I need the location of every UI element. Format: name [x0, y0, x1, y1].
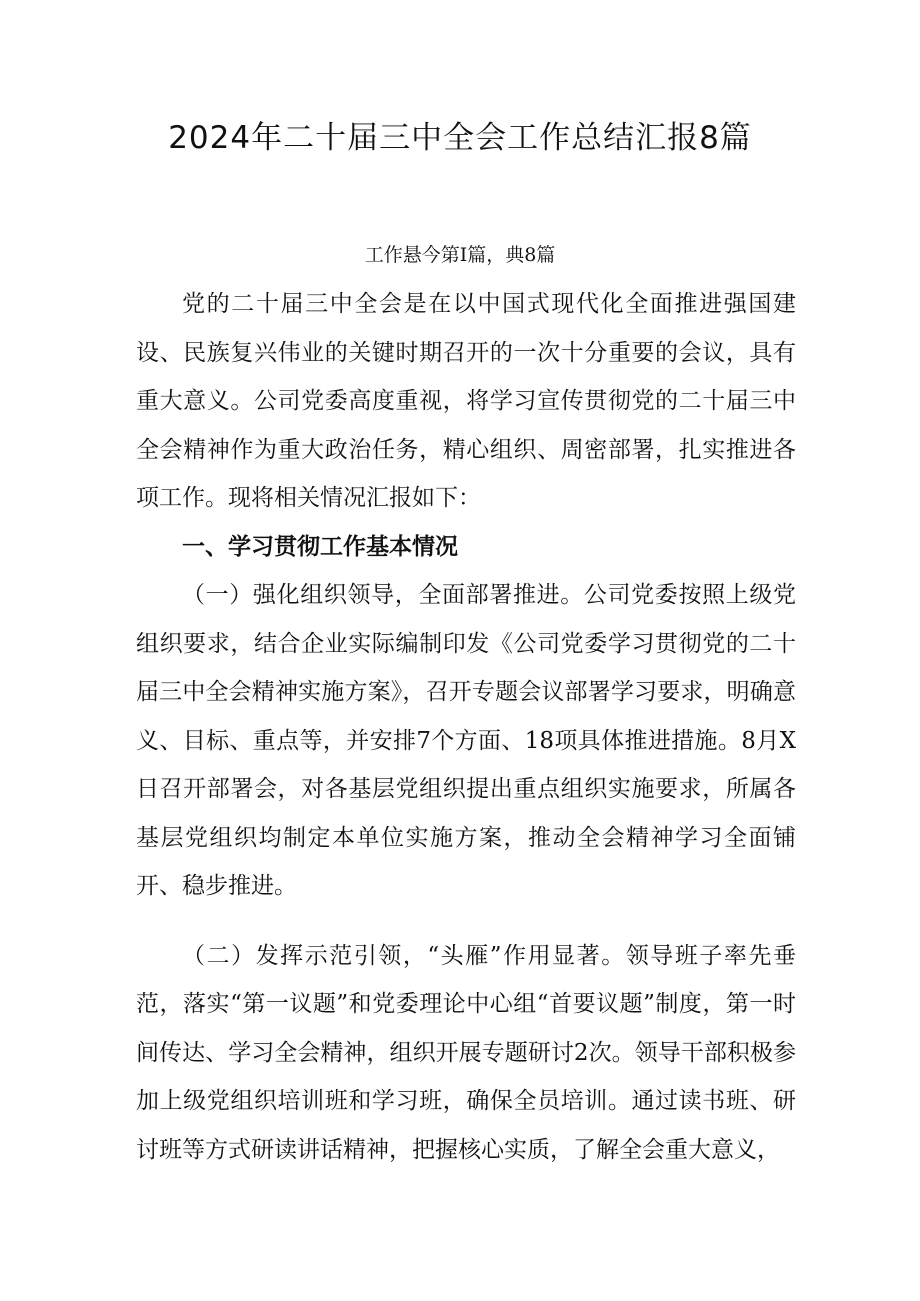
intro-paragraph: 党的二十届三中全会是在以中国式现代化全面推进强国建设、民族复兴伟业的关键时期召开的一次十分重要的会议，具有重大意义。公司党委高度重视，将学习宣传贯彻党的二十届三中全会精神作为重大政治任务，精心组织、周密部署，扎实推进各项工作。现将相关情况汇报如下： [136, 291, 796, 511]
section-heading: 一、学习贯彻工作基本情况 [182, 533, 458, 560]
document-body [136, 280, 796, 1174]
document-title: 2024年二十届三中全会工作总结汇报8篇 [168, 120, 752, 156]
paragraph-gap [136, 911, 796, 932]
item-paragraph-1: （一）强化组织领导，全面部署推进。公司党委按照上级党组织要求，结合企业实际编制印发《公司党委学习贯彻党的二十届三中全会精神实施方案》，召开专题会议部署学习要求，明确意义、目标、重点等，并安排7个方面、18项具体推进措施。8月X日召开部署会，对各基层党组织提出重点组织实施要求，所属各基层党组织均制定本单位实施方案，推动全会精神学习全面铺开、稳步推进。 [136, 582, 796, 899]
item-paragraph-2: （二）发挥示范引领，“头雁”作用显著。领导班子率先垂范，落实“第一议题”和党委理论中心组“首要议题”制度，第一时间传达、学习全会精神，组织开展专题研讨2次。领导干部积极参加上级党组织培训班和学习班，确保全员培训。通过读书班、研讨班等方式研读讲话精神，把握核心实质，了解全会重大意义， [136, 942, 796, 1163]
document-subtitle: 工作悬今第Ⅰ篇，典8篇 [364, 244, 556, 266]
